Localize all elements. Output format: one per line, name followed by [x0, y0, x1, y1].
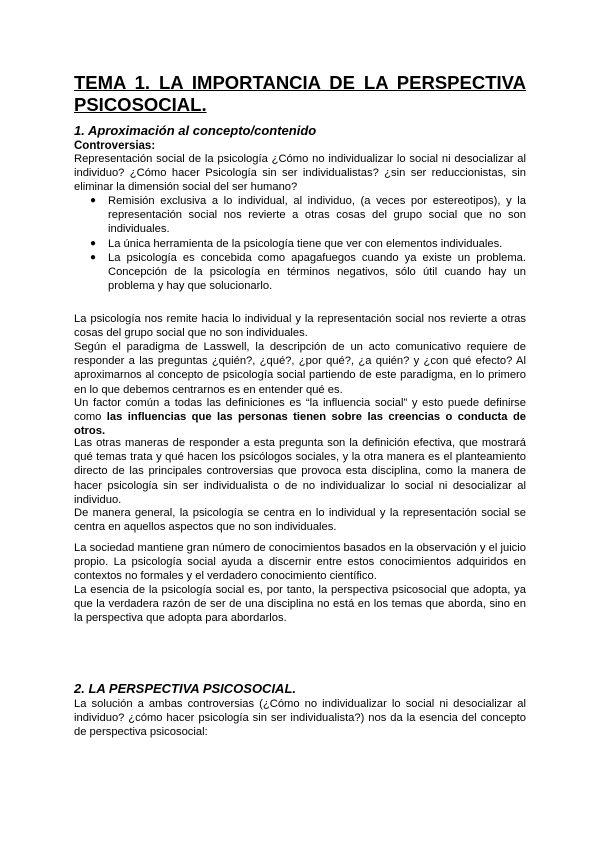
section2-paragraph: La solución a ambas controversias (¿Cómo no individualizar lo social ni desocializar al individuo? ¿cómo hacer psicología sin ser individualista?) nos da la esencia del concepto de perspectiva psicosocial: [74, 698, 526, 739]
paragraph-influencia [74, 396, 526, 439]
influencia-definition: las influencias que las personas tienen sobre las creencias o conducta de otros. [74, 411, 526, 438]
bullet-icon: ● [90, 195, 97, 206]
paragraph-otras-maneras: Las otras maneras de responder a esta pregunta son la definición efectiva, que mostrará qué temas trata y qué hacen los psicólogos sociales, y la otra manera es el planteamiento directo de las principales controversias que provoca esta disciplina, como la manera de hacer psicología sin ser individualista o de no individualizar lo social ni desocializar al individuo. [74, 437, 526, 506]
section2-heading: 2. LA PERSPECTIVA PSICOSOCIAL. [74, 681, 296, 696]
list-item-text: La psicología es concebida como apagafuegos cuando ya existe un problema. Concepción de la psicología en términos negativos, sólo útil cuando hay un problema y hay que solucionarlo. [108, 251, 526, 293]
list-item [74, 237, 526, 251]
list-item [74, 251, 526, 294]
controversias-subheading: Controversias: [74, 140, 156, 152]
paragraph-general: De manera general, la psicología se centra en lo individual y la representación social se centra en aquellos aspectos que no son individuales. [74, 507, 526, 534]
list-item [74, 194, 526, 237]
section1-intro: Representación social de la psicología ¿Cómo no individualizar lo social ni desocializar al individuo? ¿Cómo hacer Psicología sin ser individualistas? ¿sin ser reduccionistas, sin eliminar la dimensión social del ser humano? [74, 153, 526, 194]
bullet-icon: ● [90, 237, 97, 249]
bullet-icon: ● [90, 251, 97, 263]
list-item-text: Remisión exclusiva a lo individual, al individuo, (a veces por estereotipos), y la representación social nos revierte a otras cosas del grupo social que no son individuales. [108, 195, 526, 236]
paragraph-sociedad: La sociedad mantiene gran número de conocimientos basados en la observación y el juicio propio. La psicología social ayuda a discernir entre estos conocimientos adquiridos en contextos no formales y el verdadero conocimiento científico. [74, 542, 526, 583]
influencia-text: Un factor común a todas las definiciones es “la influencia social” y esto puede definirse como [74, 397, 526, 424]
paragraph-esencia: La esencia de la psicología social es, por tanto, la perspectiva psicosocial que adopta, ya que la verdadera razón de ser de una disciplina no está en los temas que aborda, sino en la perspectiva que adopta para abordarlos. [74, 584, 526, 625]
document-title-line1: TEMA 1. LA IMPORTANCIA DE LA PERSPECTIVA [74, 72, 526, 93]
section1-heading: 1. Aproximación al concepto/contenido [74, 123, 317, 138]
list-item-text: La única herramienta de la psicología tiene que ver con elementos individuales. [108, 237, 503, 250]
paragraph-lasswell: Según el paradigma de Lasswell, la descripción de un acto comunicativo requiere de responder a las preguntas ¿quién?, ¿qué?, ¿por qué?, ¿a quién? y ¿con qué efecto? Al aproximarnos al concepto de psicología social partiendo de este paradigma, en lo primero en lo que debemos centrarnos es en entender qué es. [74, 341, 526, 396]
document-title-line2: PSICOSOCIAL. [74, 94, 207, 115]
controversias-list [74, 194, 526, 293]
paragraph-individual: La psicología nos remite hacia lo individual y la representación social nos revierte a otras cosas del grupo social que no son individuales. [74, 313, 526, 340]
